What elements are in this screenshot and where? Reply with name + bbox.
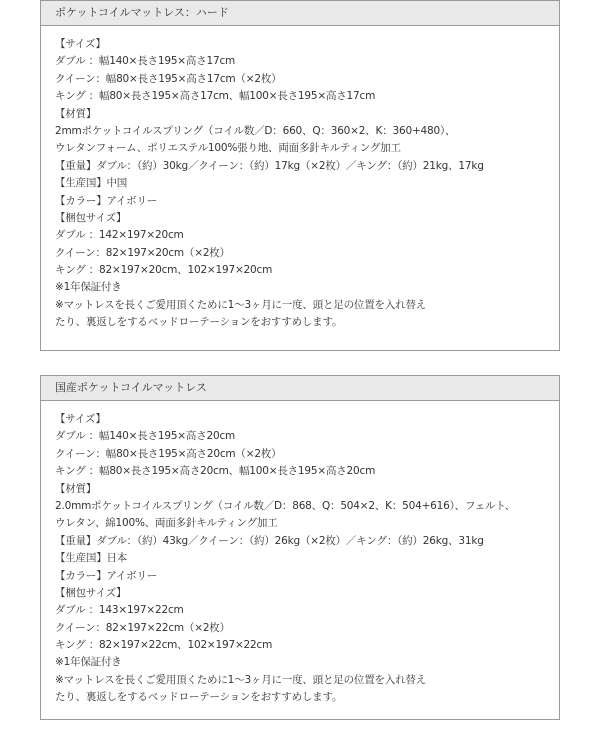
- spec-line: 【材質】: [55, 482, 97, 495]
- spec-line: 【カラー】アイボリー: [55, 569, 158, 582]
- spec-line: キング ：82×197×20cm、102×197×20cm: [55, 264, 273, 277]
- spec-line: 【材質】: [55, 107, 97, 120]
- spec-line: ダブル ：142×197×20cm: [55, 229, 184, 242]
- spec-line: 【梱包サイズ】: [55, 211, 127, 224]
- spec-line: 2mmポケットコイルスプリング（コイル数／D：660、Q：360×2、K：360+480）、: [55, 124, 456, 137]
- spec-line: クイーン：幅80×長さ195×高さ17cm（×2枚）: [55, 72, 282, 85]
- spec-box-body: [41, 401, 559, 707]
- spec-box-title: ポケットコイルマットレス：ハード: [41, 1, 559, 26]
- spec-line: クイーン：幅80×長さ195×高さ20cm（×2枚）: [55, 447, 282, 460]
- spec-line: ※マットレスを長くご愛用頂くために1～3ヶ月に一度、頭と足の位置を入れ替え: [55, 298, 427, 311]
- spec-box-domestic-mattress: [40, 375, 560, 720]
- spec-line: ダブル ：幅140×長さ195×高さ20cm: [55, 430, 236, 443]
- spec-line: キング ：幅80×長さ195×高さ20cm、幅100×長さ195×高さ20cm: [55, 465, 376, 478]
- spec-line: 【重量】ダブル：（約）43kg／クイーン：（約）26kg（×2枚）／キング：（約）26kg、31kg: [55, 534, 484, 547]
- spec-line: たり、裏返しをするベッドローテーションをおすすめします。: [55, 316, 343, 329]
- spec-line: ※1年保証付き: [55, 656, 122, 669]
- spec-line: 【梱包サイズ】: [55, 586, 127, 599]
- spec-line: 2.0mmポケットコイルスプリング（コイル数／D：868、Q：504×2、K：504+616）、フェルト、: [55, 499, 515, 512]
- spec-line: ダブル ：幅140×長さ195×高さ17cm: [55, 55, 236, 68]
- spec-box-body: [41, 26, 559, 332]
- spec-line: ダブル ：143×197×22cm: [55, 604, 184, 617]
- spec-box-title: 国産ポケットコイルマットレス: [41, 376, 559, 401]
- spec-box-hard-mattress: [40, 0, 560, 351]
- spec-line: ウレタン、綿100%、両面多針キルティング加工: [55, 517, 278, 530]
- spec-line: たり、裏返しをするベッドローテーションをおすすめします。: [55, 691, 343, 704]
- spec-line: キング ：82×197×22cm、102×197×22cm: [55, 639, 273, 652]
- spec-line: ウレタンフォーム、ポリエステル100%張り地、両面多針キルティング加工: [55, 142, 401, 155]
- spec-line: 【サイズ】: [55, 38, 106, 50]
- spec-line: 【生産国】中国: [55, 177, 128, 190]
- spec-line: 【生産国】日本: [55, 552, 128, 565]
- spec-line: 【重量】ダブル：（約）30kg／クイーン：（約）17kg（×2枚）／キング：（約）21kg、17kg: [55, 159, 484, 172]
- spec-line: 【サイズ】: [55, 413, 106, 425]
- spec-line: クイーン：82×197×20cm（×2枚）: [55, 246, 230, 259]
- spec-line: ※マットレスを長くご愛用頂くために1～3ヶ月に一度、頭と足の位置を入れ替え: [55, 673, 427, 686]
- spec-line: キング ：幅80×長さ195×高さ17cm、幅100×長さ195×高さ17cm: [55, 90, 376, 103]
- spec-line: ※1年保証付き: [55, 281, 122, 294]
- spec-line: 【カラー】アイボリー: [55, 194, 158, 207]
- spec-line: クイーン：82×197×22cm（×2枚）: [55, 621, 230, 634]
